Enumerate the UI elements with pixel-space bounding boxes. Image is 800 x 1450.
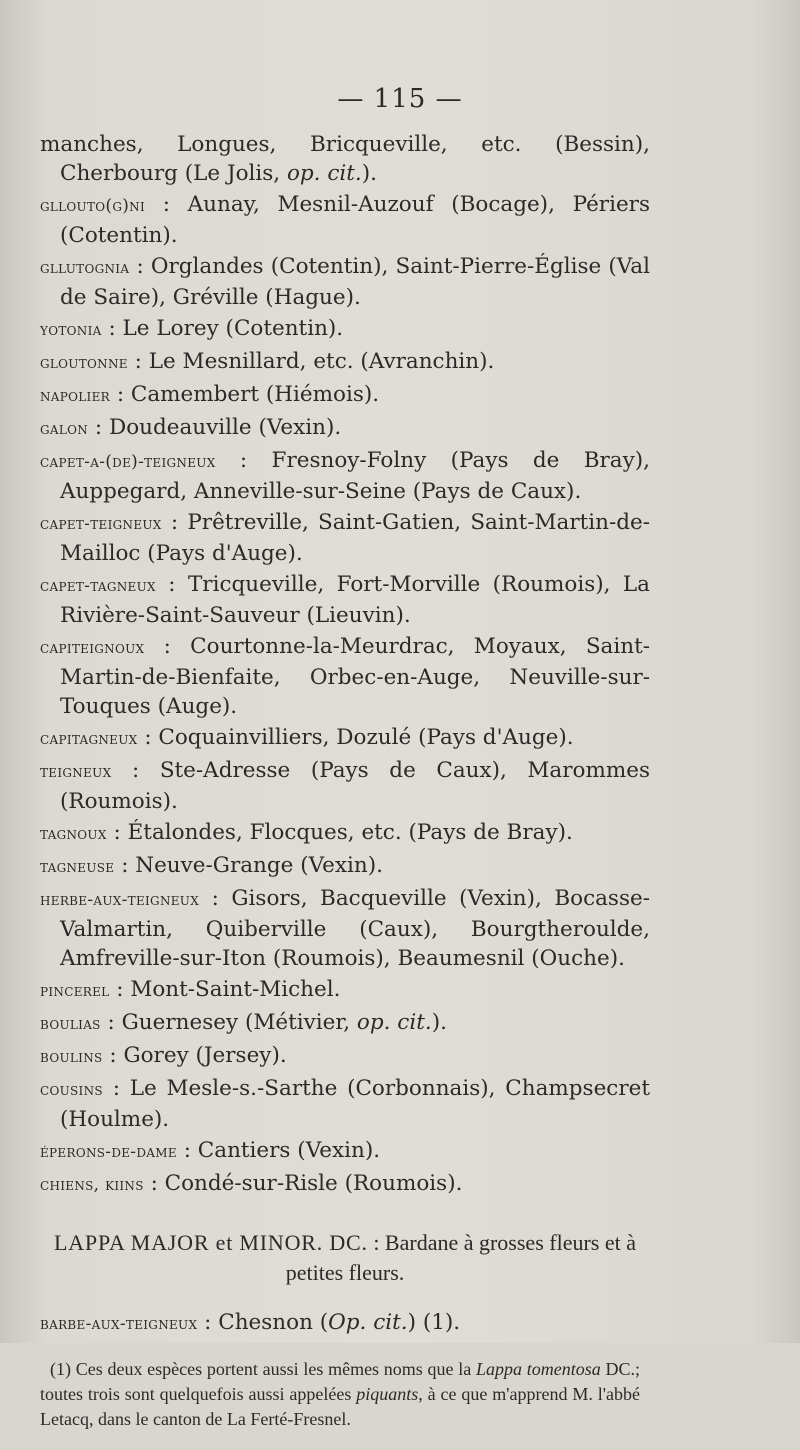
page-number: — 115 — xyxy=(337,84,463,114)
entry xyxy=(40,975,650,1006)
entry-italic: op. cit. xyxy=(356,1010,432,1035)
entry xyxy=(40,314,650,345)
entry xyxy=(40,756,650,816)
entry-name: capet-teigneux xyxy=(40,514,162,534)
section-heading xyxy=(40,1228,650,1288)
entry-text: : Camembert (Hiémois). xyxy=(109,382,380,407)
entry-text: : Coquainvilliers, Dozulé (Pays d'Auge). xyxy=(137,725,574,750)
entry xyxy=(40,508,650,568)
entry xyxy=(40,413,650,444)
footnote-italic: piquants xyxy=(356,1384,419,1404)
entry-name: capitagneux xyxy=(40,729,138,749)
entry-text: : Courtonne-la-Meurdrac, Moyaux, Saint-Martin-de-Bienfaite, Orbec-en-Auge, Neuville-sur-Touques (Auge). xyxy=(60,634,650,719)
entry xyxy=(40,1041,650,1072)
entry xyxy=(40,570,650,630)
entry-italic: op. cit. xyxy=(286,161,362,186)
entry-name: tagneuse xyxy=(40,857,115,877)
entry-text: : Chesnon ( xyxy=(197,1310,329,1335)
entry-name: cousins xyxy=(40,1080,103,1100)
entry-text: : Orglandes (Cotentin), Saint-Pierre-Église (Val de Saire), Gréville (Hague). xyxy=(60,254,650,310)
entry-name: chiens, kiins xyxy=(40,1175,144,1195)
entry-name: tagnoux xyxy=(40,824,107,844)
entry xyxy=(40,190,650,250)
entry xyxy=(40,1308,650,1339)
entry-text: : Cantiers (Vexin). xyxy=(176,1138,381,1163)
entry xyxy=(40,380,650,411)
footnote-text: (1) Ces deux espèces portent aussi les mêmes noms que la xyxy=(50,1359,476,1379)
entry-text: : Étalondes, Flocques, etc. (Pays de Bray). xyxy=(106,820,573,845)
entry xyxy=(40,446,650,506)
entry-name: herbe-aux-teigneux xyxy=(40,890,200,910)
entry-name: capiteignoux xyxy=(40,638,145,658)
entry-text: : Tricqueville, Fort-Morville (Roumois), La Rivière-Saint-Sauveur (Lieuvin). xyxy=(60,572,650,628)
entry-name: gloutonne xyxy=(40,353,128,373)
entry-name: gllouto(g)ni xyxy=(40,196,146,216)
entry-name: pincerel xyxy=(40,981,110,1001)
section-french-name: : Bardane à grosses fleurs et à petites fleurs. xyxy=(285,1230,636,1285)
footnote-text: DC.; toutes trois sont quelquefois aussi appelées xyxy=(40,1359,640,1404)
entry-name: boulins xyxy=(40,1047,103,1067)
entry-name: éperons-de-dame xyxy=(40,1142,177,1162)
entry-text: : Neuve-Grange (Vexin). xyxy=(114,853,383,878)
footnote-text: , à ce que m'apprend M. l'abbé Letacq, dans le canton de La Ferté-Fresnel. xyxy=(40,1384,640,1429)
entry-text: : Prêtreville, Saint-Gatien, Saint-Martin-de-Mailloc (Pays d'Auge). xyxy=(60,510,650,566)
entry xyxy=(40,347,650,378)
entry-name: gllutognia xyxy=(40,258,130,278)
entry-name: capet-tagneux xyxy=(40,576,156,596)
entry-tail: ). xyxy=(361,161,377,186)
text-column xyxy=(40,130,650,1450)
entry xyxy=(40,818,650,849)
entry xyxy=(40,1074,650,1134)
entry xyxy=(40,851,650,882)
entry-name: teigneux xyxy=(40,762,112,782)
entry-name: napolier xyxy=(40,386,110,406)
entry-text: manches, Longues, Bricqueville, etc. (Bessin), Cherbourg (Le Jolis, xyxy=(40,132,650,186)
entry-text: : Le Lorey (Cotentin). xyxy=(101,316,344,341)
entry-text: : Doudeauville (Vexin). xyxy=(88,415,342,440)
footnote xyxy=(40,1357,640,1432)
entry-name: yotonia xyxy=(40,320,102,340)
entry xyxy=(40,632,650,721)
entry-italic: Op. cit. xyxy=(328,1310,408,1335)
entry-tail: ) (1). xyxy=(407,1310,461,1335)
entry xyxy=(40,723,650,754)
entry-text: : Fresnoy-Folny (Pays de Bray), Auppegard, Anneville-sur-Seine (Pays de Caux). xyxy=(60,448,650,504)
entry-continuation xyxy=(40,130,650,188)
entry-text: : Ste-Adresse (Pays de Caux), Marommes (Roumois). xyxy=(60,758,650,814)
entry-text: : Le Mesnillard, etc. (Avranchin). xyxy=(127,349,495,374)
entry-name: capet-a-(de)-teigneux xyxy=(40,452,216,472)
footnote-italic: Lappa tomentosa xyxy=(476,1359,601,1379)
entry-name: barbe-aux-teigneux xyxy=(40,1314,198,1334)
entry-text: : Mont-Saint-Michel. xyxy=(109,977,341,1002)
entry-name: boulias xyxy=(40,1014,101,1034)
entry xyxy=(40,884,650,973)
entry xyxy=(40,1136,650,1167)
entry xyxy=(40,252,650,312)
entry-text: : Guernesey (Métivier, xyxy=(100,1010,357,1035)
entry-text: : Aunay, Mesnil-Auzouf (Bocage), Périers (Cotentin). xyxy=(60,192,650,248)
entry xyxy=(40,1169,650,1200)
entry-name: galon xyxy=(40,419,89,439)
entry-text: : Le Mesle-s.-Sarthe (Corbonnais), Champsecret (Houlme). xyxy=(60,1076,650,1132)
entry xyxy=(40,1008,650,1039)
entry-text: : Gorey (Jersey). xyxy=(102,1043,287,1068)
section-latin-name: LAPPA MAJOR et MINOR. DC. xyxy=(54,1230,368,1255)
entry-text: : Condé-sur-Risle (Roumois). xyxy=(143,1171,463,1196)
entry-text: : Gisors, Bacqueville (Vexin), Bocasse-Valmartin, Quiberville (Caux), Bourgtheroulde, Amfreville-sur-Iton (Roumois), Beaumesnil (Ouche). xyxy=(60,886,650,971)
entry-tail: ). xyxy=(431,1010,447,1035)
